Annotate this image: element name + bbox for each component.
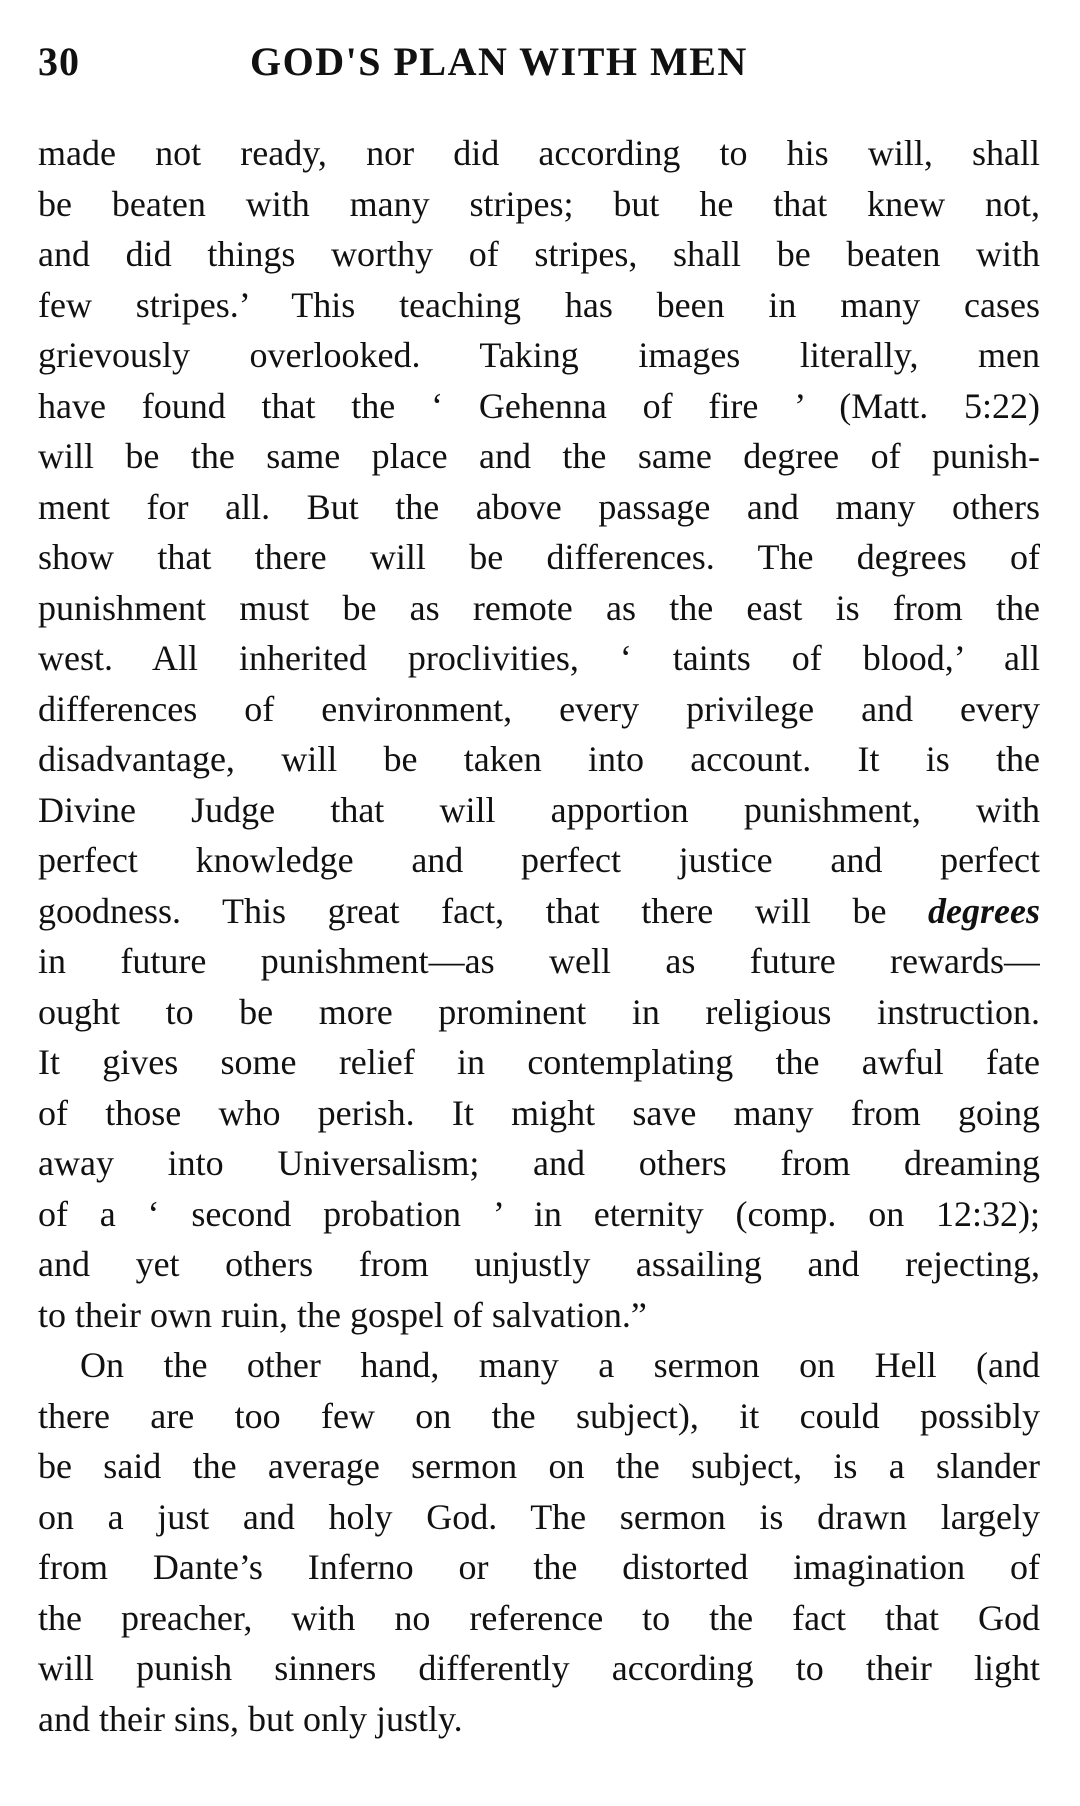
text-line: show that there will be differences. The degrees of [38, 537, 1040, 577]
text-line: have found that the ‘ Gehenna of fire ’ (Matt. 5:22) [38, 385, 1040, 426]
text-line: It gives some relief in contemplating the awful fate [38, 1042, 1040, 1082]
text-line: ment for all. But the above passage and many others [38, 486, 1040, 527]
text-line: Divine Judge that will apportion punishment, with [38, 789, 1040, 830]
text-line: in future punishment—as well as future rewards— [38, 941, 1040, 981]
text-line: west. All inherited proclivities, ‘ taints of blood,’ all [38, 638, 1040, 678]
text-line: differences of environment, every privilege and every [38, 688, 1040, 729]
text-line: from Dante’s Inferno or the distorted imagination of [38, 1547, 1040, 1587]
running-title: GOD'S PLAN WITH MEN [250, 39, 748, 84]
paragraph-2 [38, 1340, 1040, 1744]
body-text [38, 128, 1040, 1744]
text-line: of a ‘ second probation ’ in eternity (comp. on 12:32); [38, 1193, 1040, 1234]
text-line: On the other hand, many a sermon on Hell (and [80, 1345, 1040, 1385]
text-line: there are too few on the subject), it could possibly [38, 1395, 1040, 1436]
text-line: away into Universalism; and others from dreaming [38, 1143, 1040, 1183]
text-line: be said the average sermon on the subject, is a slander [38, 1446, 1040, 1486]
text-line: few stripes.’ This teaching has been in many cases [38, 284, 1040, 325]
text-line: perfect knowledge and perfect justice and perfect [38, 840, 1040, 880]
text-line: on a just and holy God. The sermon is drawn largely [38, 1496, 1040, 1537]
text-line: of those who perish. It might save many from going [38, 1092, 1040, 1133]
text-line: grievously overlooked. Taking images literally, men [38, 335, 1040, 375]
text-line: and yet others from unjustly assailing and rejecting, [38, 1244, 1040, 1284]
text-line: to their own ruin, the gospel of salvation.” [38, 1294, 647, 1335]
emphasized-word: degrees [928, 890, 1040, 931]
text-line: be beaten with many stripes; but he that knew not, [38, 183, 1040, 224]
text-line: will punish sinners differently according to their light [38, 1648, 1040, 1688]
text-segment: goodness. This great fact, that there will be [38, 890, 929, 931]
text-line: made not ready, nor did according to his will, shall [38, 133, 1040, 173]
text-line: and their sins, but only justly. [38, 1698, 463, 1739]
paragraph-1 [38, 128, 1040, 1340]
text-line: ought to be more prominent in religious instruction. [38, 991, 1040, 1032]
text-line: the preacher, with no reference to the fact that God [38, 1597, 1040, 1638]
text-line: disadvantage, will be taken into account. It is the [38, 739, 1040, 779]
page-number: 30 [38, 39, 80, 84]
text-line: will be the same place and the same degree of punish- [38, 436, 1040, 476]
running-head [38, 38, 1038, 98]
text-line-with-emphasis [38, 886, 1040, 937]
text-line: punishment must be as remote as the east is from the [38, 587, 1040, 628]
text-line: and did things worthy of stripes, shall be beaten with [38, 234, 1040, 274]
